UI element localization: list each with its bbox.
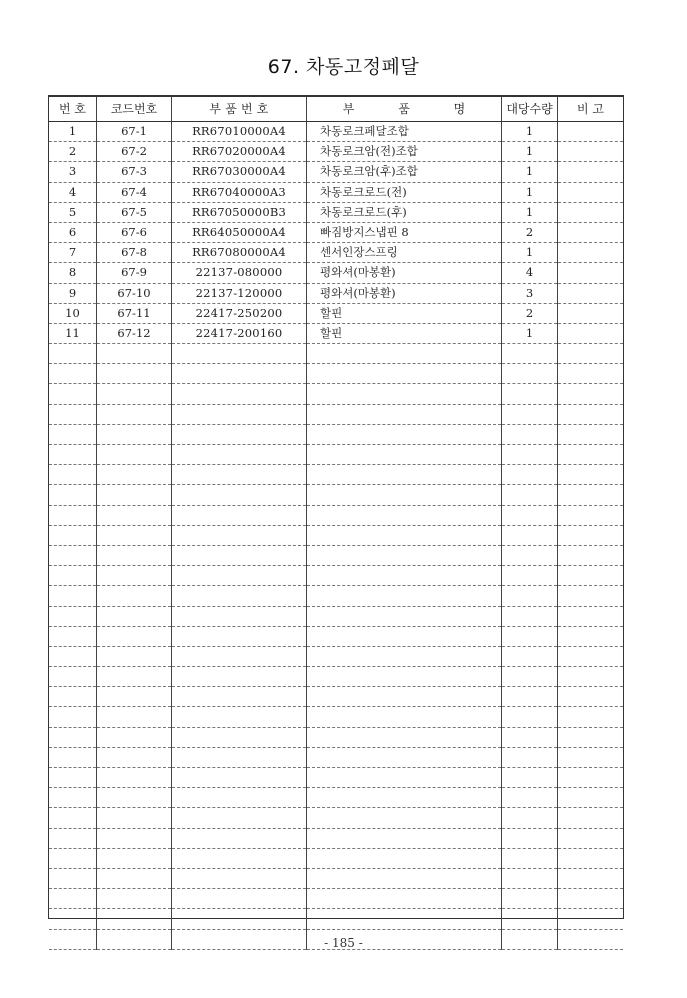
cell-part-no [172,545,307,565]
cell-qty [502,848,558,868]
cell-part-no: RR67030000A4 [172,162,307,182]
cell-part-name: 차동로크로드(후) [307,202,502,222]
cell-qty [502,606,558,626]
empty-table-row [49,606,623,626]
cell-code [97,525,172,545]
cell-code [97,868,172,888]
cell-no [49,808,97,828]
header-part-no: 부 품 번 호 [172,97,307,122]
cell-code [97,646,172,666]
cell-code [97,545,172,565]
cell-part-name: 센서인장스프링 [307,243,502,263]
cell-code: 67-6 [97,222,172,242]
header-note: 비 고 [558,97,624,122]
cell-note [558,667,624,687]
cell-qty: 2 [502,303,558,323]
cell-code: 67-1 [97,122,172,142]
cell-no [49,384,97,404]
cell-qty [502,445,558,465]
cell-code [97,485,172,505]
cell-no [49,768,97,788]
empty-table-row [49,384,623,404]
cell-note [558,142,624,162]
cell-no [49,545,97,565]
cell-no: 9 [49,283,97,303]
cell-qty [502,505,558,525]
cell-code [97,626,172,646]
cell-part-no [172,586,307,606]
cell-code: 67-4 [97,182,172,202]
empty-table-row [49,545,623,565]
cell-no: 6 [49,222,97,242]
cell-qty [502,909,558,929]
cell-part-name: 할핀 [307,303,502,323]
cell-qty: 2 [502,222,558,242]
cell-no [49,747,97,767]
cell-qty [502,727,558,747]
cell-no [49,707,97,727]
cell-code [97,848,172,868]
cell-part-name [307,485,502,505]
cell-note [558,243,624,263]
empty-table-row [49,727,623,747]
cell-part-name [307,667,502,687]
cell-note [558,707,624,727]
empty-table-row [49,485,623,505]
cell-no [49,505,97,525]
cell-part-name [307,828,502,848]
cell-code [97,384,172,404]
empty-table-row [49,747,623,767]
cell-qty [502,646,558,666]
cell-part-name [307,788,502,808]
cell-qty [502,525,558,545]
cell-qty [502,384,558,404]
cell-part-no [172,909,307,929]
cell-part-name [307,626,502,646]
empty-table-row [49,445,623,465]
cell-part-name [307,889,502,909]
cell-note [558,222,624,242]
cell-note [558,465,624,485]
empty-table-row [49,424,623,444]
cell-qty [502,586,558,606]
cell-no [49,848,97,868]
cell-qty [502,788,558,808]
cell-no [49,344,97,364]
cell-part-no [172,344,307,364]
cell-note [558,344,624,364]
cell-code: 67-12 [97,323,172,343]
cell-note [558,889,624,909]
cell-part-no: 22417-200160 [172,323,307,343]
cell-code [97,505,172,525]
cell-code: 67-3 [97,162,172,182]
cell-note [558,586,624,606]
cell-note [558,202,624,222]
cell-code [97,344,172,364]
cell-part-name [307,707,502,727]
cell-part-no [172,707,307,727]
cell-qty [502,747,558,767]
cell-part-name [307,384,502,404]
cell-qty: 1 [502,323,558,343]
table-row [49,202,623,222]
parts-table-frame [48,95,624,919]
cell-code [97,687,172,707]
empty-table-row [49,707,623,727]
cell-no: 8 [49,263,97,283]
empty-table-row [49,344,623,364]
cell-part-no [172,626,307,646]
cell-part-no [172,424,307,444]
cell-no [49,909,97,929]
empty-table-row [49,768,623,788]
cell-part-no: RR67040000A3 [172,182,307,202]
cell-part-name [307,848,502,868]
header-no: 번 호 [49,97,97,122]
cell-note [558,323,624,343]
cell-note [558,485,624,505]
cell-part-name [307,525,502,545]
cell-note [558,646,624,666]
cell-code [97,445,172,465]
cell-part-no [172,808,307,828]
cell-code [97,727,172,747]
cell-code [97,788,172,808]
table-row [49,162,623,182]
cell-qty [502,465,558,485]
cell-no [49,606,97,626]
cell-note [558,162,624,182]
cell-part-no: RR67080000A4 [172,243,307,263]
empty-table-row [49,667,623,687]
cell-part-name: 차동로크로드(전) [307,182,502,202]
cell-part-name [307,465,502,485]
cell-qty [502,545,558,565]
cell-no [49,424,97,444]
cell-note [558,808,624,828]
cell-note [558,182,624,202]
cell-no [49,626,97,646]
cell-part-name: 차동로크페달조합 [307,122,502,142]
cell-part-name [307,424,502,444]
cell-no: 5 [49,202,97,222]
cell-no [49,788,97,808]
cell-part-name [307,505,502,525]
empty-table-row [49,566,623,586]
cell-note [558,747,624,767]
cell-note [558,263,624,283]
cell-code [97,404,172,424]
cell-part-no [172,889,307,909]
cell-code [97,747,172,767]
cell-part-no [172,747,307,767]
cell-part-no: RR67020000A4 [172,142,307,162]
empty-table-row [49,586,623,606]
cell-part-name [307,768,502,788]
cell-part-name [307,445,502,465]
cell-qty: 3 [502,283,558,303]
cell-part-name [307,566,502,586]
cell-part-no [172,404,307,424]
cell-qty [502,364,558,384]
cell-qty: 1 [502,243,558,263]
cell-qty [502,424,558,444]
cell-part-no: RR64050000A4 [172,222,307,242]
cell-part-no [172,788,307,808]
empty-table-row [49,788,623,808]
cell-no [49,727,97,747]
cell-code [97,364,172,384]
cell-code [97,586,172,606]
cell-note [558,545,624,565]
empty-table-row [49,505,623,525]
cell-part-name [307,868,502,888]
empty-table-row [49,828,623,848]
cell-note [558,848,624,868]
cell-qty [502,626,558,646]
cell-note [558,525,624,545]
cell-code: 67-8 [97,243,172,263]
parts-table [49,97,623,950]
table-body [49,122,623,950]
cell-no: 2 [49,142,97,162]
cell-code: 67-10 [97,283,172,303]
empty-table-row [49,465,623,485]
table-row [49,142,623,162]
page-number: - 185 - [324,936,363,950]
cell-qty [502,667,558,687]
cell-part-name [307,344,502,364]
page-title: 67. 차동고정페달 [267,56,420,78]
cell-part-no [172,828,307,848]
cell-note [558,303,624,323]
cell-note [558,626,624,646]
cell-part-name [307,364,502,384]
empty-table-row [49,687,623,707]
cell-note [558,868,624,888]
cell-part-name [307,727,502,747]
cell-no [49,465,97,485]
cell-code [97,768,172,788]
table-row [49,323,623,343]
cell-part-no [172,505,307,525]
cell-part-name [307,646,502,666]
cell-code: 67-11 [97,303,172,323]
cell-code [97,808,172,828]
cell-part-name: 차동로크암(전)조합 [307,142,502,162]
cell-no [49,566,97,586]
table-row [49,303,623,323]
cell-part-name [307,687,502,707]
cell-note [558,768,624,788]
cell-note [558,788,624,808]
cell-code [97,889,172,909]
cell-no [49,445,97,465]
cell-qty: 1 [502,162,558,182]
cell-note [558,606,624,626]
cell-note [558,828,624,848]
cell-no: 7 [49,243,97,263]
cell-part-no [172,687,307,707]
cell-part-name: 평와셔(마봉환) [307,283,502,303]
cell-code: 67-9 [97,263,172,283]
cell-part-no: RR67010000A4 [172,122,307,142]
cell-qty [502,808,558,828]
empty-table-row [49,364,623,384]
cell-code: 67-5 [97,202,172,222]
cell-part-no [172,646,307,666]
cell-qty [502,687,558,707]
cell-note [558,404,624,424]
header-qty: 대당수량 [502,97,558,122]
cell-part-name: 차동로크암(후)조합 [307,162,502,182]
cell-qty [502,889,558,909]
cell-part-no [172,868,307,888]
table-row [49,283,623,303]
cell-part-no: RR67050000B3 [172,202,307,222]
empty-table-row [49,626,623,646]
table-row [49,122,623,142]
cell-note [558,122,624,142]
cell-no [49,868,97,888]
cell-part-name [307,545,502,565]
cell-no [49,646,97,666]
cell-no [49,485,97,505]
table-row [49,222,623,242]
empty-table-row [49,868,623,888]
cell-code [97,667,172,687]
empty-table-row [49,889,623,909]
table-row [49,243,623,263]
table-row [49,263,623,283]
cell-part-no: 22137-080000 [172,263,307,283]
cell-no: 3 [49,162,97,182]
cell-no [49,586,97,606]
cell-qty: 1 [502,202,558,222]
empty-table-row [49,909,623,929]
table-row [49,182,623,202]
cell-note [558,687,624,707]
cell-qty [502,485,558,505]
cell-no: 1 [49,122,97,142]
cell-code [97,606,172,626]
cell-part-name [307,606,502,626]
cell-note [558,445,624,465]
cell-qty [502,828,558,848]
cell-part-no [172,525,307,545]
cell-code [97,909,172,929]
empty-table-row [49,404,623,424]
cell-part-name: 할핀 [307,323,502,343]
cell-part-no [172,768,307,788]
empty-table-row [49,646,623,666]
cell-no [49,667,97,687]
cell-qty [502,868,558,888]
cell-part-no [172,485,307,505]
cell-qty: 1 [502,122,558,142]
cell-no [49,525,97,545]
cell-code [97,566,172,586]
empty-table-row [49,808,623,828]
cell-part-no [172,364,307,384]
cell-qty: 1 [502,142,558,162]
header-code: 코드번호 [97,97,172,122]
cell-qty: 4 [502,263,558,283]
cell-note [558,384,624,404]
cell-no [49,889,97,909]
cell-no [49,687,97,707]
cell-qty [502,707,558,727]
cell-part-name [307,808,502,828]
cell-no: 4 [49,182,97,202]
cell-note [558,283,624,303]
cell-part-name: 빠짐방지스냅핀 8 [307,222,502,242]
cell-part-no [172,384,307,404]
cell-no: 11 [49,323,97,343]
cell-part-name [307,404,502,424]
header-part-name: 부 품 명 [307,97,502,122]
cell-part-no [172,848,307,868]
cell-qty [502,404,558,424]
empty-table-row [49,525,623,545]
table-header-row [49,97,623,122]
cell-note [558,727,624,747]
cell-code [97,828,172,848]
cell-note [558,424,624,444]
cell-qty: 1 [502,182,558,202]
cell-part-no [172,566,307,586]
cell-code: 67-2 [97,142,172,162]
cell-part-name [307,586,502,606]
cell-part-name [307,747,502,767]
cell-code [97,465,172,485]
cell-code [97,707,172,727]
cell-part-no: 22137-120000 [172,283,307,303]
cell-part-no [172,465,307,485]
cell-no [49,364,97,384]
cell-part-no: 22417-250200 [172,303,307,323]
cell-note [558,505,624,525]
cell-part-name: 평와셔(마봉환) [307,263,502,283]
cell-part-no [172,667,307,687]
cell-no [49,828,97,848]
cell-note [558,364,624,384]
cell-part-name [307,909,502,929]
cell-note [558,909,624,929]
cell-part-no [172,445,307,465]
empty-table-row [49,848,623,868]
cell-qty [502,566,558,586]
cell-qty [502,768,558,788]
cell-note [558,566,624,586]
cell-part-no [172,727,307,747]
cell-code [97,424,172,444]
cell-no: 10 [49,303,97,323]
cell-no [49,404,97,424]
cell-qty [502,344,558,364]
cell-part-no [172,606,307,626]
